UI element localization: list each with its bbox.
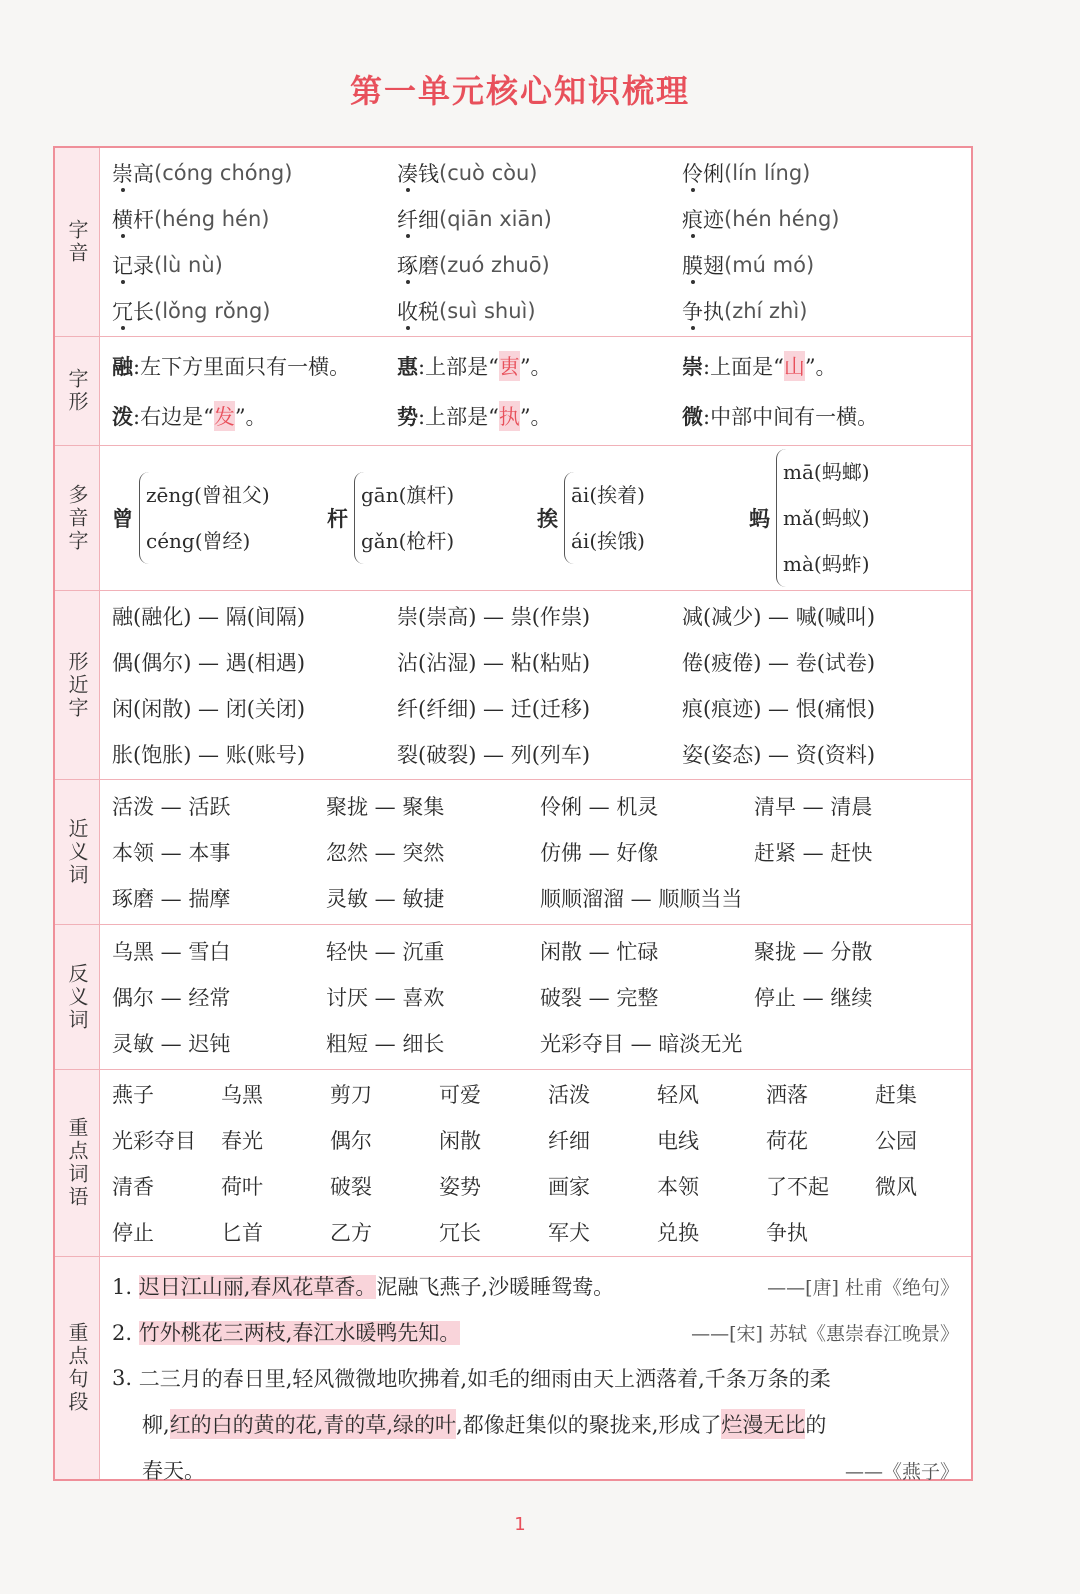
keyword: 冗长 (439, 1221, 481, 1245)
pronunciation-item (112, 288, 397, 334)
section-label: 重点词语 (55, 1070, 100, 1256)
target-char: 膜 (682, 250, 703, 280)
keyword: 军犬 (548, 1221, 590, 1245)
shape-highlight: 执 (499, 401, 520, 431)
sentence-3-line-2 (112, 1401, 959, 1447)
antonyms-grid (112, 925, 968, 1069)
sentence-text: 柳, (142, 1413, 170, 1437)
shape-section (55, 336, 971, 445)
reading: gān(旗杆) (361, 483, 455, 507)
shape-note: :右边是“ (133, 405, 214, 429)
reading-brace (564, 472, 645, 564)
similar-pair: 沾(沾湿) — 粘(粘贴) (397, 651, 591, 675)
polyphonic-group (112, 472, 327, 564)
keyword: 春光 (221, 1129, 263, 1153)
similar-pair: 姿(姿态) — 资(资料) (682, 743, 876, 767)
keyword: 洒落 (766, 1083, 808, 1107)
similar-pair: 闲(闲散) — 闭(关闭) (112, 697, 306, 721)
keyword: 姿势 (439, 1175, 481, 1199)
target-char: 记 (112, 250, 133, 280)
pinyin-options: (héng hén) (154, 207, 270, 231)
reading: mā(蚂螂) (783, 460, 870, 484)
reading: mǎ(蚂蚁) (783, 506, 870, 530)
pinyin-options: (mú mó) (724, 253, 815, 277)
polyphonic-char: 挨 (537, 506, 558, 531)
sentence-text: ,都像赶集似的聚拢来,形成了 (456, 1413, 722, 1437)
polyphonic-char: 杆 (327, 506, 348, 531)
sentence-highlight: 红的白的黄的花,青的草,绿的叶 (170, 1409, 456, 1439)
antonym-pair: 乌黑 — 雪白 (112, 940, 231, 964)
sentence-text: 的 (805, 1413, 827, 1437)
synonym-pair: 伶俐 — 机灵 (540, 795, 659, 819)
sentence-number: 3. (112, 1366, 133, 1390)
synonym-pair: 忽然 — 突然 (326, 841, 445, 865)
reading-brace (139, 472, 270, 564)
pronunciation-item (112, 242, 397, 288)
antonym-pair: 灵敏 — 迟钝 (112, 1032, 231, 1056)
page-title: 第一单元核心知识梳理 (349, 72, 690, 110)
keyword: 可爱 (439, 1083, 481, 1107)
word-rest: 杆 (133, 208, 154, 232)
word-rest: 磨 (418, 254, 439, 278)
keywords-grid (112, 1070, 984, 1256)
shape-note: :左下方里面只有一横。 (133, 355, 351, 379)
shape-char: 微 (682, 404, 703, 429)
similar-pair: 融(融化) — 隔(间隔) (112, 605, 306, 629)
similar-grid (112, 591, 967, 779)
keyword: 偶尔 (330, 1129, 372, 1153)
shape-char: 势 (397, 404, 418, 429)
sentence-3-line-3 (112, 1447, 959, 1493)
word-rest: 录 (133, 254, 154, 278)
shape-grid (112, 337, 967, 445)
sentence-2 (112, 1309, 959, 1355)
keyword: 荷叶 (221, 1175, 263, 1199)
word-rest: 钱 (418, 162, 439, 186)
antonym-pair: 破裂 — 完整 (540, 986, 659, 1010)
antonym-pair: 轻快 — 沉重 (326, 940, 445, 964)
pronunciation-item (682, 196, 967, 242)
keyword: 荷花 (766, 1129, 808, 1153)
keyword: 清香 (112, 1175, 154, 1199)
keyword: 公园 (875, 1129, 917, 1153)
sentence-1 (112, 1263, 959, 1309)
pronunciation-item (682, 242, 967, 288)
similar-pair: 裂(破裂) — 列(列车) (397, 743, 591, 767)
sentence-text: 春天。 (142, 1459, 205, 1483)
shape-char: 惠 (397, 354, 418, 379)
keyword: 本领 (657, 1175, 699, 1199)
shape-item (112, 341, 397, 391)
pinyin-options: (cuò còu) (439, 161, 538, 185)
sentence-text: 泥融飞燕子,沙暖睡鸳鸯。 (376, 1275, 615, 1299)
similar-pair: 偶(偶尔) — 遇(相遇) (112, 651, 306, 675)
target-char: 横 (112, 204, 133, 234)
target-char: 收 (397, 296, 418, 326)
synonym-pair: 琢磨 — 揣摩 (112, 887, 231, 911)
shape-item (112, 391, 397, 441)
antonym-pair: 聚拢 — 分散 (754, 940, 873, 964)
pronunciation-item (397, 288, 682, 334)
keyword: 争执 (766, 1221, 808, 1245)
polyphonic-group (327, 472, 537, 564)
shape-note: :中部中间有一横。 (703, 405, 879, 429)
reading: āi(挨着) (571, 483, 645, 507)
pronunciation-item (112, 150, 397, 196)
shape-note-end: ”。 (519, 405, 552, 429)
keyword: 电线 (657, 1129, 699, 1153)
shape-note-end: ”。 (234, 405, 267, 429)
antonym-pair: 粗短 — 细长 (326, 1032, 445, 1056)
pronunciation-section (55, 148, 971, 336)
pinyin-options: (zuó zhuō) (439, 253, 550, 277)
synonym-pair: 仿佛 — 好像 (540, 841, 659, 865)
keyword: 光彩夺目 (112, 1129, 196, 1153)
shape-item (397, 341, 682, 391)
similar-pair: 纤(纤细) — 迁(迁移) (397, 697, 591, 721)
sentence-number: 1. (112, 1275, 133, 1299)
synonym-pair: 活泼 — 活跃 (112, 795, 231, 819)
section-label: 字形 (55, 337, 100, 445)
antonyms-section (55, 924, 971, 1069)
shape-note-end: ”。 (804, 355, 837, 379)
synonym-pair: 聚拢 — 聚集 (326, 795, 445, 819)
synonyms-section (55, 779, 971, 924)
keyword: 剪刀 (330, 1083, 372, 1107)
reading: mà(蚂蚱) (783, 552, 870, 576)
keywords-section (55, 1069, 971, 1256)
keyword: 赶集 (875, 1083, 917, 1107)
polyphonic-char: 曾 (112, 506, 133, 531)
section-label: 形近字 (55, 591, 100, 779)
knowledge-table (53, 146, 973, 1481)
synonym-pair: 灵敏 — 敏捷 (326, 887, 445, 911)
shape-note-end: ”。 (519, 355, 552, 379)
section-label: 反义词 (55, 925, 100, 1069)
synonym-pair: 赶紧 — 赶快 (754, 841, 873, 865)
pinyin-options: (lù nù) (154, 253, 223, 277)
keyword: 燕子 (112, 1083, 154, 1107)
synonyms-grid (112, 780, 968, 924)
reading-brace (354, 472, 454, 564)
keyword: 画家 (548, 1175, 590, 1199)
sentence-highlight: 竹外桃花三两枝,春江水暖鸭先知。 (138, 1321, 461, 1345)
pronunciation-item (112, 196, 397, 242)
pronunciation-item (397, 242, 682, 288)
reading: ái(挨饿) (571, 529, 645, 553)
section-label: 多音字 (55, 446, 100, 590)
reading: gǎn(枪杆) (361, 529, 455, 553)
reading: zēng(曾祖父) (146, 483, 270, 507)
keyword: 轻风 (657, 1083, 699, 1107)
target-char: 伶 (682, 158, 703, 188)
shape-item (682, 341, 967, 391)
word-rest: 长 (133, 300, 154, 324)
similar-pair: 减(减少) — 喊(喊叫) (682, 605, 876, 629)
sentences-section (55, 1256, 971, 1483)
shape-char: 融 (112, 354, 133, 379)
keyword: 活泼 (548, 1083, 590, 1107)
keyword: 兑换 (657, 1221, 699, 1245)
target-char: 痕 (682, 204, 703, 234)
pinyin-options: (suì shuì) (439, 299, 536, 323)
shape-note: :上部是“ (418, 405, 499, 429)
shape-note: :上部是“ (418, 355, 499, 379)
sentence-source: ——《燕子》 (844, 1460, 959, 1483)
keyword: 纤细 (548, 1129, 590, 1153)
keyword: 微风 (875, 1175, 917, 1199)
antonym-pair: 停止 — 继续 (754, 986, 873, 1010)
word-rest: 翅 (703, 254, 724, 278)
shape-highlight: 山 (784, 351, 805, 381)
sentence-source: ——[宋] 苏轼《惠崇春江晚景》 (691, 1322, 959, 1345)
shape-item (682, 391, 967, 441)
word-rest: 迹 (703, 208, 724, 232)
antonym-pair: 偶尔 — 经常 (112, 986, 231, 1010)
keyword: 匕首 (221, 1221, 263, 1245)
antonym-pair: 讨厌 — 喜欢 (326, 986, 445, 1010)
section-label: 字音 (55, 148, 100, 336)
page-number: 1 (514, 1514, 526, 1535)
pronunciation-grid (112, 148, 967, 336)
shape-highlight: 发 (214, 401, 235, 431)
similar-pair: 崇(崇高) — 祟(作祟) (397, 605, 591, 629)
synonym-pair: 清早 — 清晨 (754, 795, 873, 819)
pinyin-options: (cóng chóng) (154, 161, 293, 185)
keyword: 了不起 (766, 1175, 829, 1199)
reading-brace (776, 449, 870, 587)
word-rest: 税 (418, 300, 439, 324)
polyphonic-group (749, 449, 959, 587)
sentence-highlight: 烂漫无比 (721, 1409, 805, 1439)
pinyin-options: (lín líng) (724, 161, 811, 185)
similar-pair: 倦(疲倦) — 卷(试卷) (682, 651, 876, 675)
word-rest: 细 (418, 208, 439, 232)
antonym-pair: 闲散 — 忙碌 (540, 940, 659, 964)
sentence-highlight: 迟日江山丽,春风花草香。 (138, 1275, 377, 1299)
reading: céng(曾经) (146, 529, 251, 553)
sentence-source: ——[唐] 杜甫《绝句》 (767, 1276, 959, 1299)
sentence-number: 2. (112, 1321, 133, 1345)
word-rest: 高 (133, 162, 154, 186)
shape-item (397, 391, 682, 441)
keyword: 闲散 (439, 1129, 481, 1153)
keyword: 乙方 (330, 1221, 372, 1245)
similar-pair: 胀(饱胀) — 账(账号) (112, 743, 306, 767)
target-char: 琢 (397, 250, 418, 280)
shape-char: 崇 (682, 354, 703, 379)
similar-pair: 痕(痕迹) — 恨(痛恨) (682, 697, 876, 721)
polyphonic-section (55, 445, 971, 590)
pinyin-options: (lǒng rǒng) (154, 299, 271, 323)
word-rest: 执 (703, 300, 724, 324)
antonym-pair: 光彩夺目 — 暗淡无光 (540, 1032, 743, 1056)
shape-note: :上面是“ (703, 355, 784, 379)
sentence-3-line-1 (112, 1355, 959, 1401)
pronunciation-item (397, 196, 682, 242)
target-char: 争 (682, 296, 703, 326)
target-char: 冗 (112, 296, 133, 326)
keyword: 停止 (112, 1221, 154, 1245)
word-rest: 俐 (703, 162, 724, 186)
pronunciation-item (397, 150, 682, 196)
keyword: 乌黑 (221, 1083, 263, 1107)
synonym-pair: 顺顺溜溜 — 顺顺当当 (540, 887, 743, 911)
polyphonic-char: 蚂 (749, 506, 770, 531)
polyphonic-groups (112, 446, 959, 590)
pronunciation-item (682, 288, 967, 334)
sentence-text: 二三月的春日里,轻风微微地吹拂着,如毛的细雨由天上洒落着,千条万条的柔 (138, 1367, 831, 1391)
target-char: 凑 (397, 158, 418, 188)
pronunciation-item (682, 150, 967, 196)
section-label: 近义词 (55, 780, 100, 924)
pinyin-options: (zhí zhì) (724, 299, 808, 323)
keyword: 破裂 (330, 1175, 372, 1199)
polyphonic-group (537, 472, 749, 564)
pinyin-options: (qiān xiān) (439, 207, 552, 231)
similar-section (55, 590, 971, 779)
shape-highlight: 叀 (499, 351, 520, 381)
pinyin-options: (hén héng) (724, 207, 840, 231)
target-char: 崇 (112, 158, 133, 188)
synonym-pair: 本领 — 本事 (112, 841, 231, 865)
section-label: 重点句段 (55, 1257, 100, 1479)
target-char: 纤 (397, 204, 418, 234)
shape-char: 泼 (112, 404, 133, 429)
